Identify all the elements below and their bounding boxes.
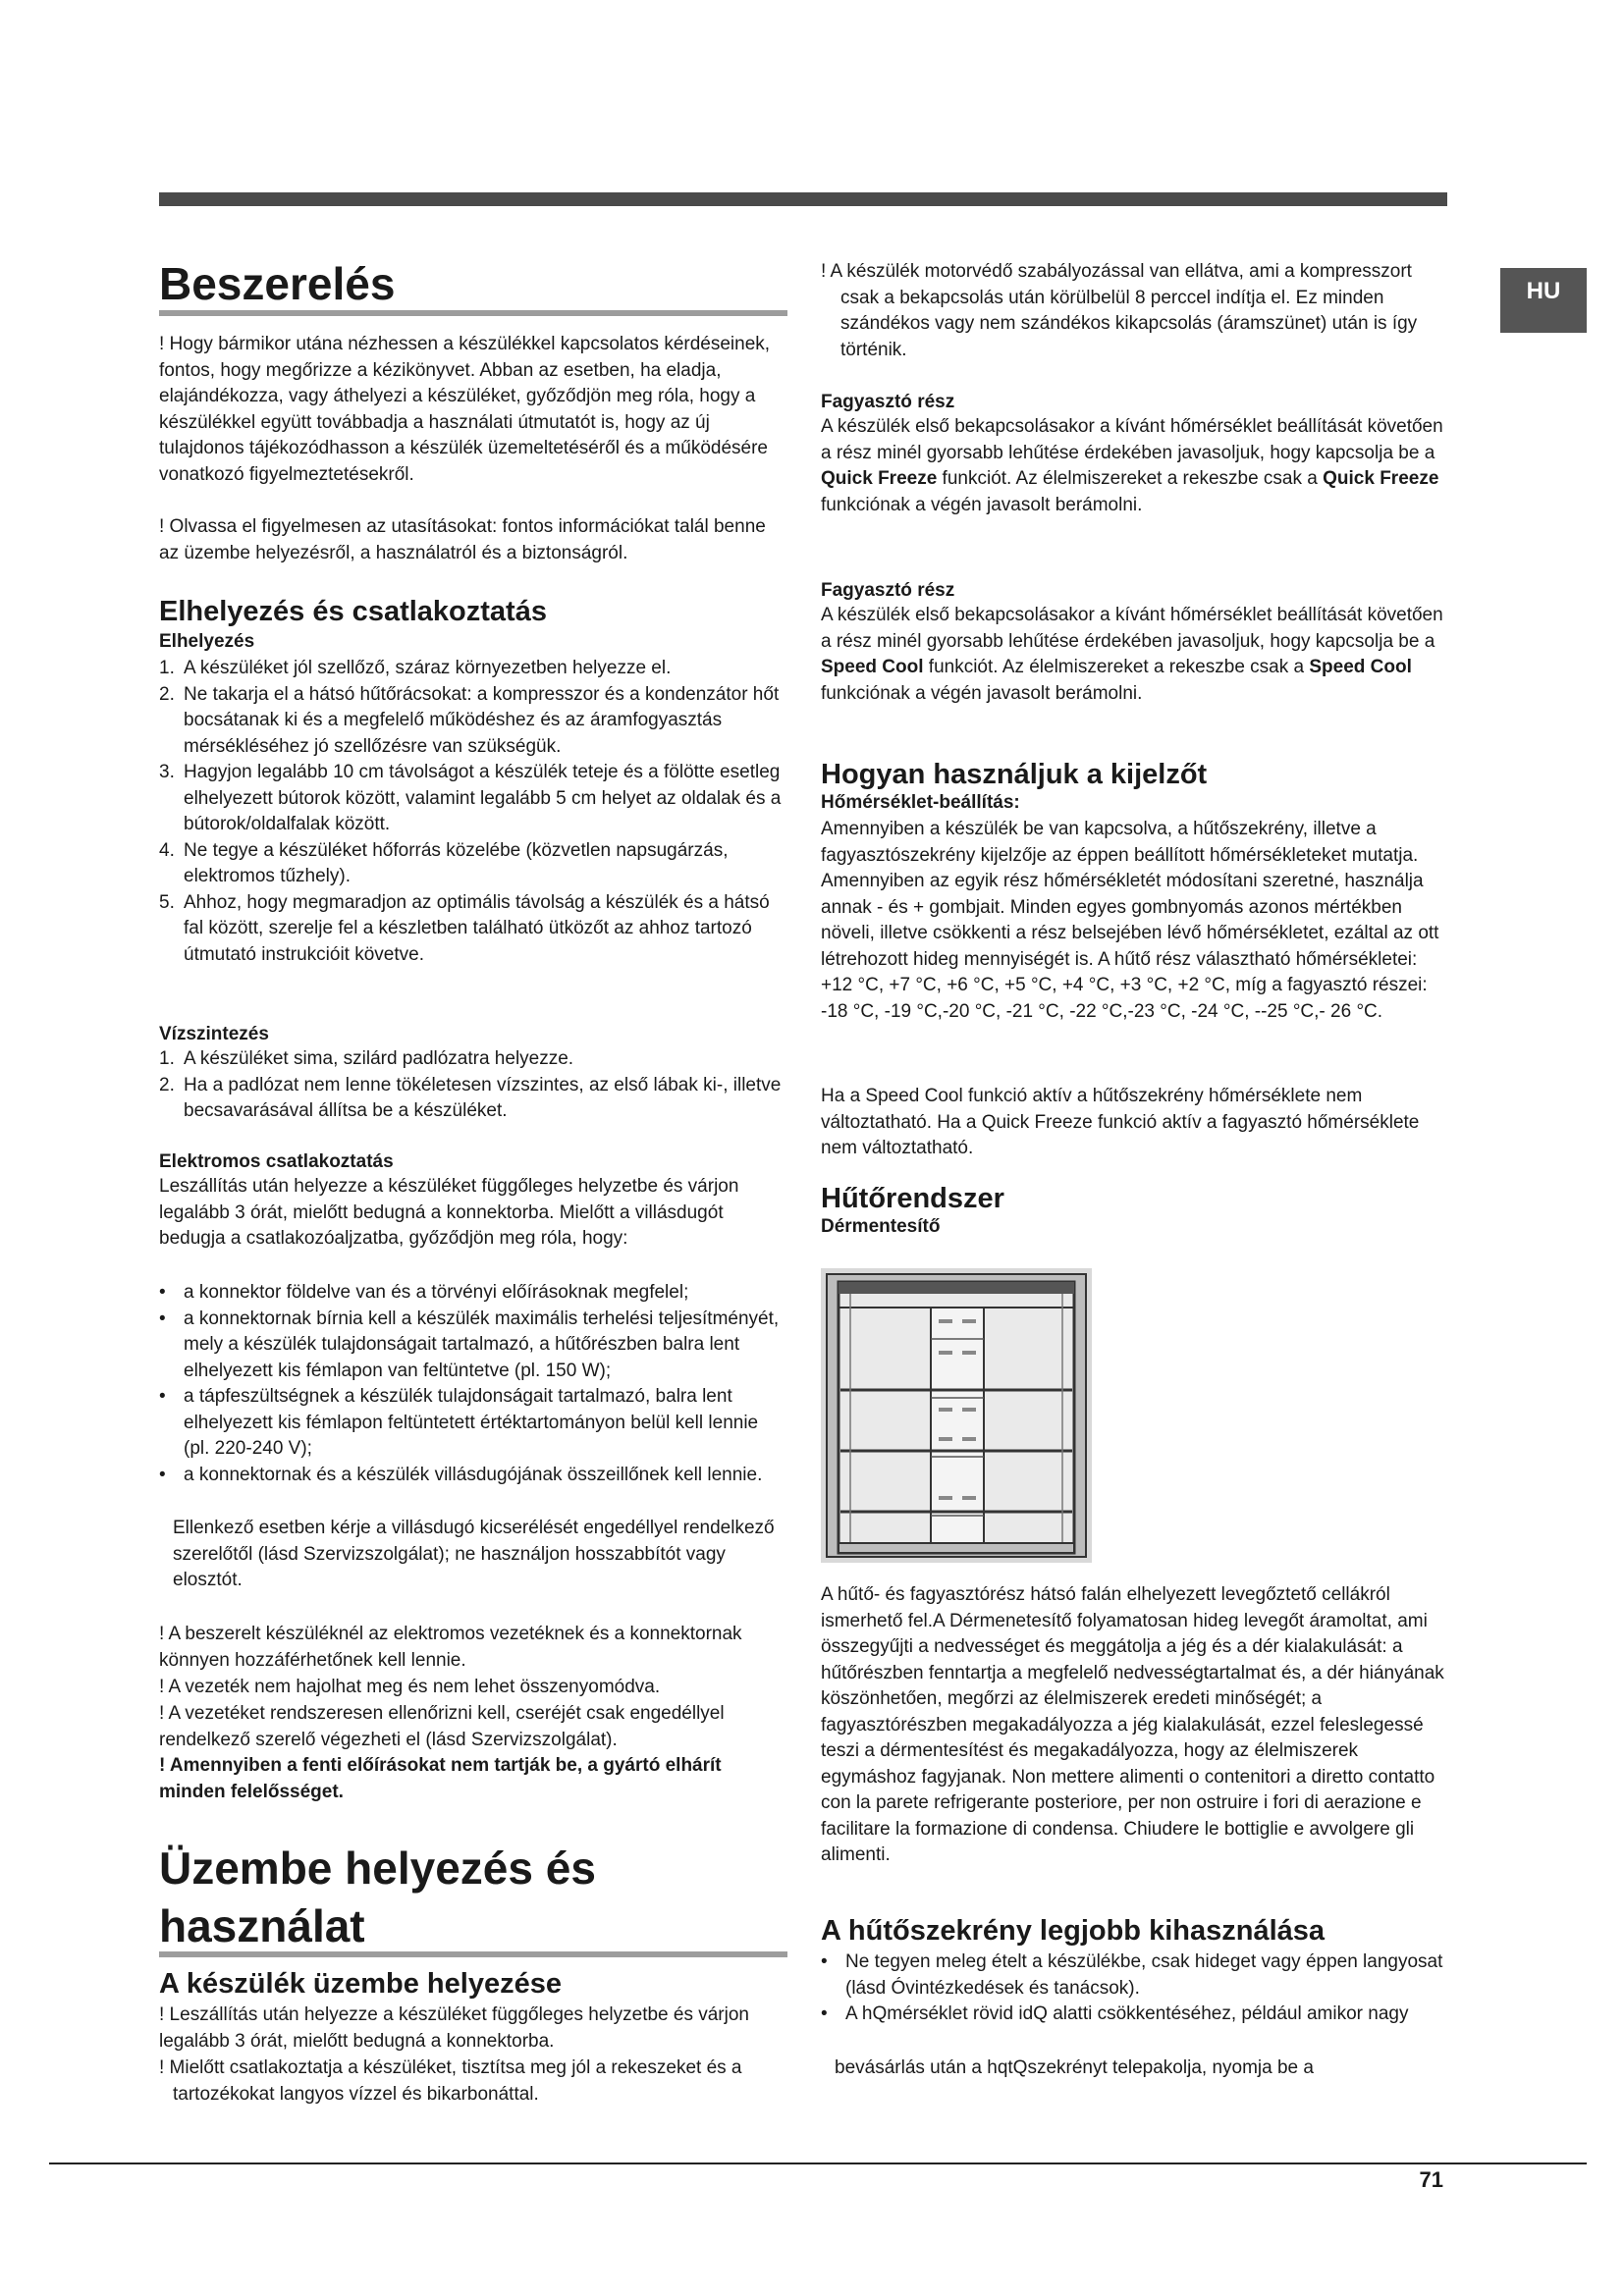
list-item: 2. Ha a padlózat nem lenne tökéletesen vízszintes, az első lábak ki-, illetve becsavarásával állítsa be a készüléket. (159, 1074, 782, 1121)
fridge-top-panel (839, 1282, 1074, 1294)
best-use-heading: A hűtőszekrény legjobb kihasználása (821, 1915, 1326, 1947)
freezer-heading-1: Fagyasztó rész (821, 392, 955, 412)
bottom-rule (49, 2163, 1587, 2164)
placement-list (159, 656, 787, 968)
language-tab: HU (1500, 268, 1587, 333)
section-title-usage-line2: használat (159, 1900, 365, 1951)
list-item: 4. Ne tegye a készüléket hőforrás közelébe (közvetlen napsugárzás, elektromos tűzhely). (159, 839, 729, 886)
motor-protection-note: ! A készülék motorvédő szabályozással van ellátva, ami a kompresszort csak a bekapcsolás után körülbelül 8 perccel indítja el. Ez minden szándékos vagy nem szándékos kikapcsolás (áramszünet) után is így történik. (821, 261, 1418, 360)
page-number: 71 (1419, 2167, 1443, 2192)
warning-1: ! A beszerelt készüléknél az elektromos vezetéknek és a konnektornak könnyen hozzáférhetőnek kell lennie. (159, 1624, 742, 1671)
placement-heading: Elhelyezés és csatlakoztatás (159, 596, 547, 627)
freezer-paragraph-1: A készülék első bekapcsolásakor a kívánt hőmérséklet beállítását követően a rész minél gyorsabb lehűtése érdekében javasoljuk, hogy kapcsolja be a Quick Freeze funkciót. Az élelmiszereket a rekeszbe csak a Quick Freeze funkciónak a végén javasolt berámolni. (821, 416, 1443, 515)
display-heading: Hogyan használjuk a kijelzőt (821, 759, 1208, 790)
title-underline (159, 310, 787, 316)
list-item: 5. Ahhoz, hogy megmaradjon az optimális távolság a készülék és a hátsó fal között, szerelje fel a készletben található ütközőt az ahhoz tartozó útmutató instrukcióit követve. (159, 891, 770, 965)
title-underline (159, 1951, 787, 1957)
section-title-installation: Beszerelés (159, 258, 396, 309)
startup-note-2: ! Mielőtt csatlakoztatja a készüléket, tisztítsa meg jól a rekeszeket és a tartozékokat langyos vízzel és bikarbonáttal. (159, 2057, 742, 2105)
cooling-heading: Hűtőrendszer (821, 1183, 1004, 1214)
cooling-subheading: Dérmentesítő (821, 1216, 941, 1237)
list-item: • Ne tegyen meleg ételt a készülékbe, csak hideget vagy éppen langyosat (lásd Óvintézkedések és tanácsok). (821, 1951, 1443, 1999)
list-item: • a tápfeszültségnek a készülék tulajdonságait tartalmazó, balra lent elhelyezett kis fémlapon feltüntetett értéktartományon belül kell lennie (pl. 220-240 V); (159, 1386, 759, 1459)
cooling-paragraph: A hűtő- és fagyasztórész hátsó falán elhelyezett levegőztető cellákról ismerhető fel.A Dérmenetesítő folyamatosan hideg levegőt áramoltat, ami összegyűjti a nedvességet és meggátolja a jég és a dér kialakulását: a hűtőrészben fenntartja a megfelelő nedvességtartalmat és, a dér hiányának köszönhetően, megőrzi az élelmiszerek eredeti minőségét; a fagyasztórészben megakadályozza a jég kialakulását, ezzel feleslegessé teszi a dérmentesítést és megakadályozza, hogy az élelmiszerek egymáshoz fagyjanak. Non mettere alimenti o contenitori a diretto contatto con la parete refrigerante posteriore, per non ostruire i fori di aerazione e facilitare la formazione di condensa. Chiudere le bottiglie e avvolgere gli alimenti. (821, 1584, 1444, 1865)
best-use-continuation: bevásárlás után a hqtQszekrényt telepakolja, nyomja be a (835, 2057, 1314, 2078)
section-title-usage-line1: Üzembe helyezés és (159, 1842, 596, 1894)
list-item: • A hQmérséklet rövid idQ alatti csökkentéséhez, például amikor nagy (821, 2003, 1409, 2024)
electric-checklist (159, 1280, 787, 1488)
electric-subheading: Elektromos csatlakoztatás (159, 1151, 394, 1172)
intro-paragraph-2: ! Olvassa el figyelmesen az utasításokat: fontos információkat talál benne az üzembe helyezésről, a használatról és a biztonságról. (159, 516, 766, 563)
display-paragraph: Amennyiben a készülék be van kapcsolva, a hűtőszekrény, illetve a fagyasztószekrény kijelzője az éppen beállított hőmérsékleteket mutatja. Amennyiben az egyik rész hőmérsékletét módosítani szeretné, használja annak - és + gombjait. Minden egyes gombnyomás azonos mértékben növeli, illetve csökkenti a rész belsejében lévő hőmérsékletet, ezáltal az ott létrehozott hideg mennyiségét is. A hűtő rész választható hőmérsékletei: +12 °C, +7 °C, +6 °C, +5 °C, +4 °C, +3 °C, +2 °C, míg a fagyasztó részei: -18 °C, -19 °C,-20 °C, -21 °C, -22 °C,-23 °C, -24 °C, --25 °C,- 26 °C. (821, 819, 1439, 1022)
display-paragraph-2: Ha a Speed Cool funkció aktív a hűtőszekrény hőmérséklete nem változtatható. Ha a Quick Freeze funkció aktív a fagyasztó hőmérséklete nem változtatható. (821, 1086, 1420, 1158)
list-item: • a konnektornak és a készülék villásdugójának összeillőnek kell lennie. (159, 1464, 763, 1485)
display-subheading: Hőmérséklet-beállítás: (821, 792, 1020, 813)
list-item: 2. Ne takarja el a hátsó hűtőrácsokat: a kompresszor és a kondenzátor hőt bocsátanak ki és a megfelelő működéshez és az áramfogyasztás mérsékléséhez jó szellőzésre van szükségük. (159, 683, 780, 757)
best-use-list (821, 1949, 1449, 2028)
list-item: • a konnektornak bírnia kell a készülék maximális terhelési teljesítményét, mely a készülék tulajdonságait tartalmazó, a hűtőrészben balra lent elhelyezett kis fémlapon van feltüntetve (pl. 150 W); (159, 1308, 780, 1381)
warning-4: ! Amennyiben a fenti előírásokat nem tartják be, a gyártó elhárít minden felelősséget. (159, 1755, 722, 1802)
electric-note: Ellenkező esetben kérje a villásdugó kicserélését engedéllyel rendelkező szerelőtől (lásd Szervizszolgálat); ne használjon hosszabbítót vagy elosztót. (173, 1518, 775, 1590)
warning-3: ! A vezetéket rendszeresen ellenőrizni kell, cseréjét csak engedéllyel rendelkező szerelő végezheti el (lásd Szervizszolgálat). (159, 1703, 725, 1750)
fridge-illustration (821, 1268, 1092, 1563)
leveling-list (159, 1046, 787, 1125)
list-item: 3. Hagyjon legalább 10 cm távolságot a készülék teteje és a fölötte esetleg elhelyezett bútorok között, valamint legalább 5 cm helyet az oldalak és a bútorok/oldalfalak között. (159, 762, 782, 834)
placement-subheading: Elhelyezés (159, 631, 255, 652)
freezer-paragraph-2: A készülék első bekapcsolásakor a kívánt hőmérséklet beállítását követően a rész minél gyorsabb lehűtése érdekében javasoljuk, hogy kapcsolja be a Speed Cool funkciót. Az élelmiszereket a rekeszbe csak a Speed Cool funkciónak a végén javasolt berámolni. (821, 605, 1443, 704)
top-rule (159, 192, 1447, 206)
list-item: 1. A készüléket sima, szilárd padlózatra helyezze. (159, 1048, 574, 1069)
electric-intro: Leszállítás után helyezze a készüléket függőleges helyzetbe és várjon legalább 3 órát, mielőtt bedugná a konnektorba. Mielőtt a villásdugót bedugja a csatlakozóaljzatba, győződjön meg róla, hogy: (159, 1176, 739, 1249)
air-duct (931, 1308, 984, 1551)
intro-paragraph-1: ! Hogy bármikor utána nézhessen a készülékkel kapcsolatos kérdéseinek, fontos, hogy megőrizze a kézikönyvet. Abban az esetben, ha eladja, elajándékozza, vagy áthelyezi a készüléket, győződjön meg róla, hogy a készülékkel együtt továbbadja a használati útmutatót is, hogy az új tulajdonos tájékozódhasson a készülék üzemeltetéséről és a működésére vonatkozó figyelmeztetésekről. (159, 334, 771, 485)
startup-heading: A készülék üzembe helyezése (159, 1968, 562, 2000)
list-item: • a konnektor földelve van és a törvényi előírásoknak megfelel; (159, 1282, 689, 1303)
list-item: 1. A készüléket jól szellőző, száraz környezetben helyezze el. (159, 658, 672, 678)
leveling-subheading: Vízszintezés (159, 1024, 269, 1044)
freezer-heading-2: Fagyasztó rész (821, 580, 955, 601)
warning-2: ! A vezeték nem hajolhat meg és nem lehet összenyomódva. (159, 1677, 661, 1697)
startup-note-1: ! Leszállítás után helyezze a készüléket függőleges helyzetbe és várjon legalább 3 órát, mielőtt bedugná a konnektorba. (159, 2004, 749, 2052)
